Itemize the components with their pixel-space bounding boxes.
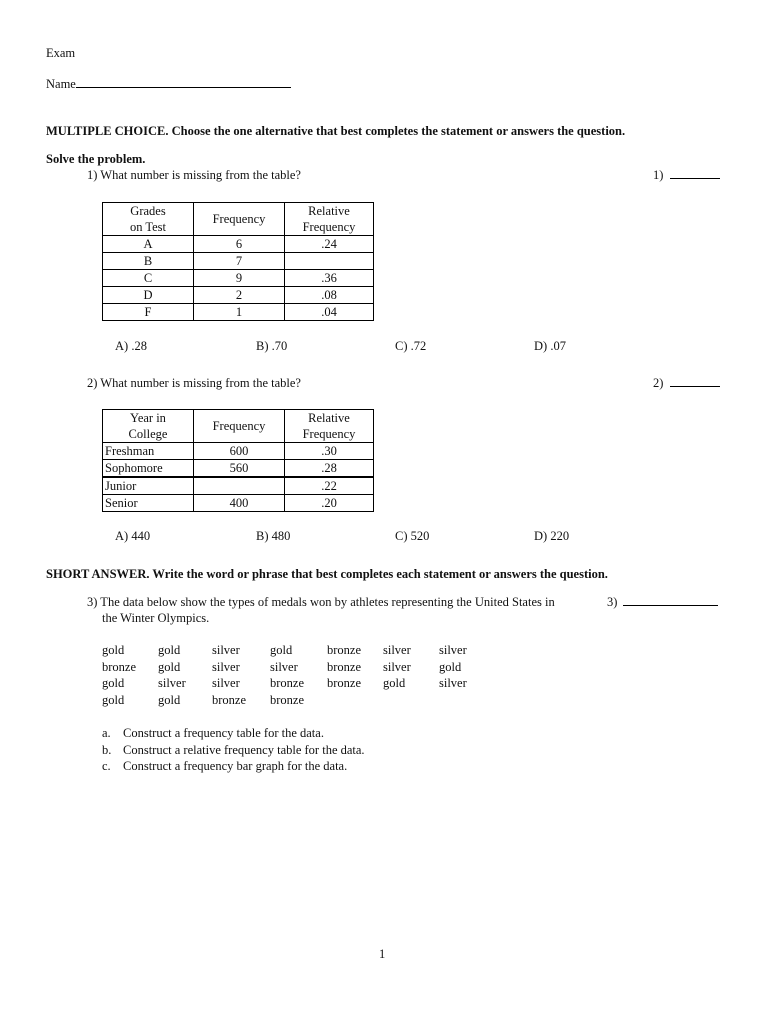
medal-cell: silver xyxy=(383,643,411,657)
name-blank[interactable] xyxy=(76,77,291,88)
q1-cell: .24 xyxy=(285,236,374,253)
medal-cell: silver xyxy=(439,643,467,657)
medal-cell: gold xyxy=(270,643,293,657)
q1-answer xyxy=(653,168,720,183)
subpart-text: Construct a relative frequency table for the data. xyxy=(123,742,365,757)
q2-table xyxy=(102,409,374,512)
medal-cell: silver xyxy=(212,659,240,674)
q2-cell: Junior xyxy=(103,477,194,495)
q1-header-frequency: Frequency xyxy=(194,203,285,236)
q2-cell: .28 xyxy=(285,460,374,478)
medal-cell: bronze xyxy=(327,643,362,657)
medal-cell: silver xyxy=(270,659,298,674)
medal-cell: gold xyxy=(158,643,181,657)
q1-cell: 6 xyxy=(194,236,285,253)
q1-cell: 2 xyxy=(194,287,285,304)
table-row xyxy=(103,460,374,478)
name-label: Name xyxy=(46,77,76,91)
q1-table xyxy=(102,202,374,321)
list-item xyxy=(102,758,365,775)
medal-cell: gold xyxy=(102,693,125,708)
q1-cell: 7 xyxy=(194,253,285,270)
medal-cell: bronze xyxy=(270,676,305,691)
q2-header-year: Year in College xyxy=(103,410,194,443)
subpart-letter: c. xyxy=(102,759,111,773)
table-row xyxy=(103,304,374,321)
q3-answer xyxy=(607,595,718,610)
medal-cell: gold xyxy=(439,659,462,674)
q1-option-c[interactable]: C) .72 xyxy=(395,339,427,353)
q2-header-relative-frequency: Relative Frequency xyxy=(285,410,374,443)
q2-option-b[interactable]: B) 480 xyxy=(256,529,291,543)
q2-option-d[interactable]: D) 220 xyxy=(534,529,570,543)
q1-cell: B xyxy=(103,253,194,270)
mc-section-heading: MULTIPLE CHOICE. Choose the one alternative that best completes the statement or answers the question. xyxy=(46,124,626,138)
q2-cell: .30 xyxy=(285,443,374,460)
medal-cell: bronze xyxy=(270,693,305,708)
q3-answer-blank[interactable] xyxy=(623,595,718,606)
mc-subheading: Solve the problem. xyxy=(46,152,146,166)
medal-cell: silver xyxy=(439,676,467,691)
medal-cell: silver xyxy=(383,659,411,674)
medal-row xyxy=(102,675,495,692)
q2-cell: 600 xyxy=(194,443,285,460)
q2-cell: Senior xyxy=(103,495,194,512)
medal-cell: gold xyxy=(102,676,125,691)
q2-option-c[interactable]: C) 520 xyxy=(395,529,430,543)
q1-option-b[interactable]: B) .70 xyxy=(256,339,288,353)
medal-cell: gold xyxy=(102,643,125,657)
table-row xyxy=(103,253,374,270)
q2-missing-cell xyxy=(194,477,285,495)
medal-cell: bronze xyxy=(212,693,247,708)
q1-cell: A xyxy=(103,236,194,253)
medal-cell: bronze xyxy=(102,659,137,674)
q1-cell: F xyxy=(103,304,194,321)
medal-cell: bronze xyxy=(327,676,362,691)
table-row xyxy=(103,443,374,460)
sa-section-heading: SHORT ANSWER. Write the word or phrase that best completes each statement or answers the question. xyxy=(46,567,608,581)
q3-answer-label: 3) xyxy=(607,595,618,609)
medal-cell: gold xyxy=(158,693,181,708)
medal-cell: silver xyxy=(212,643,240,657)
q1-header-relative-frequency: Relative Frequency xyxy=(285,203,374,236)
table-row xyxy=(103,477,374,495)
medal-cell: silver xyxy=(158,676,186,691)
q3-subparts xyxy=(102,725,365,775)
exam-label: Exam xyxy=(46,46,76,60)
q3-text-line2: the Winter Olympics. xyxy=(102,611,210,625)
page-number: 1 xyxy=(379,947,386,961)
q2-answer xyxy=(653,376,720,391)
name-line xyxy=(46,77,291,92)
medal-row xyxy=(102,692,495,709)
medal-cell: gold xyxy=(383,676,406,691)
q1-cell: .08 xyxy=(285,287,374,304)
q1-cell: .04 xyxy=(285,304,374,321)
q1-missing-cell xyxy=(285,253,374,270)
q2-cell: .20 xyxy=(285,495,374,512)
q2-cell: 560 xyxy=(194,460,285,478)
q2-cell: Freshman xyxy=(103,443,194,460)
medal-cell: gold xyxy=(158,659,181,674)
q3-text-line1: 3) The data below show the types of medals won by athletes representing the United States in xyxy=(87,595,555,609)
q2-cell: Sophomore xyxy=(103,460,194,478)
q2-cell: .22 xyxy=(285,477,374,495)
medal-row xyxy=(102,642,495,659)
subpart-letter: b. xyxy=(102,742,112,757)
q1-answer-label: 1) xyxy=(653,168,664,182)
subpart-letter: a. xyxy=(102,726,111,740)
q2-text: 2) What number is missing from the table? xyxy=(87,376,301,390)
q1-cell: .36 xyxy=(285,270,374,287)
q2-answer-label: 2) xyxy=(653,376,664,390)
q2-cell: 400 xyxy=(194,495,285,512)
table-row xyxy=(103,270,374,287)
medal-data-grid xyxy=(102,642,495,709)
q1-cell: 9 xyxy=(194,270,285,287)
list-item xyxy=(102,742,365,759)
medal-row xyxy=(102,659,495,676)
list-item xyxy=(102,725,365,742)
q1-text: 1) What number is missing from the table? xyxy=(87,168,301,182)
q1-header-grades: Grades on Test xyxy=(103,203,194,236)
table-row xyxy=(103,495,374,512)
q2-option-a[interactable]: A) 440 xyxy=(115,529,151,543)
medal-cell: silver xyxy=(212,676,240,691)
table-row xyxy=(103,287,374,304)
subpart-text: Construct a frequency table for the data. xyxy=(123,726,324,740)
q2-answer-blank[interactable] xyxy=(670,376,720,387)
q1-cell: C xyxy=(103,270,194,287)
q1-cell: D xyxy=(103,287,194,304)
q1-option-a[interactable]: A) .28 xyxy=(115,339,147,353)
table-row xyxy=(103,236,374,253)
q1-cell: 1 xyxy=(194,304,285,321)
medal-cell: bronze xyxy=(327,659,362,674)
q1-option-d[interactable]: D) .07 xyxy=(534,339,566,353)
q2-header-frequency: Frequency xyxy=(194,410,285,443)
q1-answer-blank[interactable] xyxy=(670,168,720,179)
subpart-text: Construct a frequency bar graph for the data. xyxy=(123,759,348,773)
